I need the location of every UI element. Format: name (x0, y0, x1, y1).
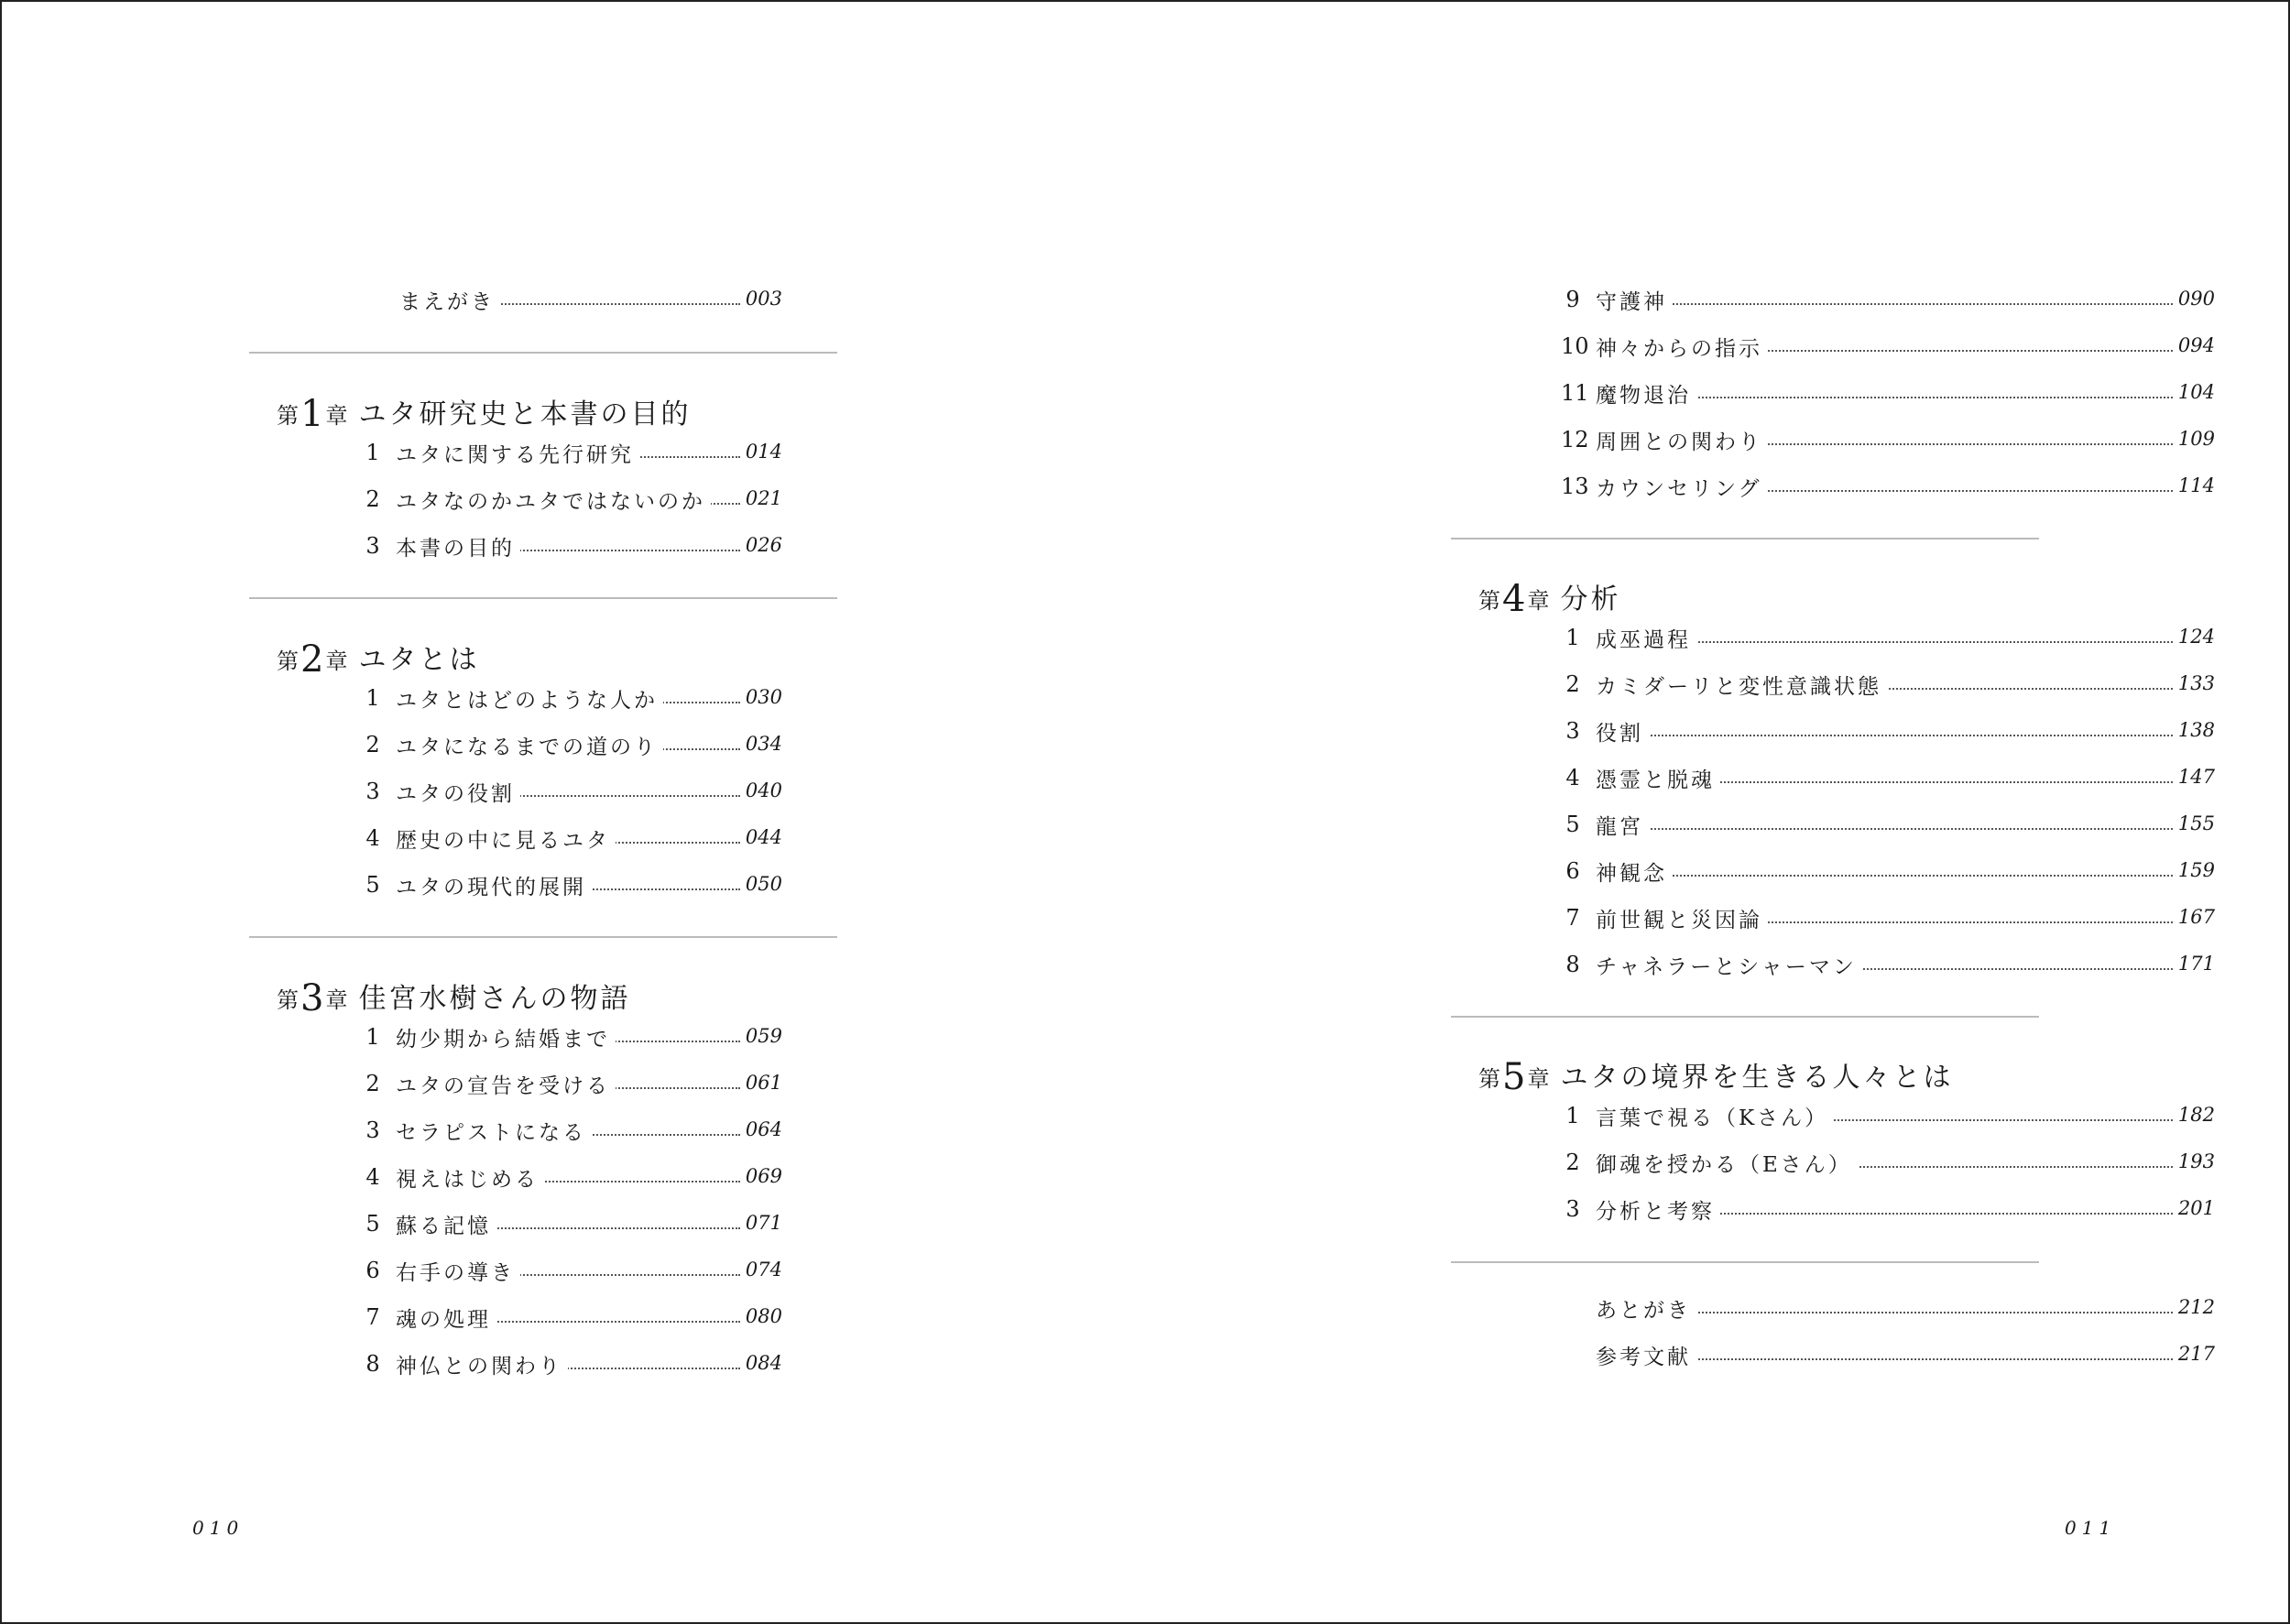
toc-row[interactable] (1561, 375, 2215, 421)
toc-row[interactable] (399, 281, 782, 328)
chapter-title: 佳宮水樹さんの物語 (358, 983, 631, 1015)
toc-label: 歴史の中に見るユタ (396, 823, 616, 854)
chapter-number: 4 (1502, 578, 1526, 620)
toc-label: カミダーリと変性意識状態 (1596, 670, 1887, 700)
divider (1451, 1016, 2039, 1018)
toc-label: ユタになるまでの道のり (396, 730, 663, 760)
chapter-4-heading[interactable] (1478, 575, 1621, 620)
toc-label: ユタとはどのような人か (396, 683, 663, 714)
toc-row[interactable] (1561, 1097, 2215, 1144)
divider (249, 597, 837, 599)
chapter-suffix: 章 (1527, 588, 1550, 614)
section-number: 2 (365, 1071, 380, 1096)
section-number: 11 (1561, 380, 1589, 406)
toc-row[interactable] (1561, 281, 2215, 328)
toc-row[interactable] (1561, 853, 2215, 899)
page-number: 104 (2175, 381, 2215, 403)
toc-label: まえがき (399, 285, 500, 315)
toc-label: ユタなのかユタではないのか (396, 485, 711, 515)
chapter-suffix: 章 (1527, 1066, 1550, 1092)
page-number: 090 (2175, 288, 2215, 310)
toc-label: 憑霊と脱魂 (1596, 763, 1720, 793)
page-number: 114 (2175, 474, 2215, 496)
chapter-3-heading[interactable] (277, 975, 630, 1017)
right-page (1145, 0, 2290, 1624)
divider (1451, 1261, 2039, 1263)
page-number: 212 (2175, 1296, 2215, 1318)
page-number: 069 (742, 1165, 782, 1187)
toc-label: ユタに関する先行研究 (396, 438, 639, 468)
toc-label: 神仏との関わり (396, 1349, 568, 1379)
chapter-number: 1 (300, 393, 324, 435)
section-number: 10 (1561, 333, 1589, 359)
toc-label: 本書の目的 (396, 531, 520, 561)
toc-row[interactable] (361, 481, 782, 528)
chapter-1-heading[interactable] (277, 390, 692, 435)
divider (1451, 538, 2039, 540)
section-number: 2 (1565, 1150, 1580, 1175)
toc-label: 視えはじめる (396, 1162, 544, 1193)
chapter-suffix: 章 (325, 403, 348, 429)
section-number: 5 (365, 1211, 380, 1237)
page-number: 217 (2175, 1343, 2215, 1365)
section-number: 8 (1565, 952, 1580, 977)
page-number: 050 (742, 873, 782, 895)
page-number: 159 (2175, 859, 2215, 881)
page-number: 094 (2175, 334, 2215, 356)
page-number: 155 (2175, 812, 2215, 834)
page-number: 171 (2175, 953, 2215, 975)
section-number: 6 (1565, 858, 1580, 884)
chapter-title: 分析 (1560, 583, 1621, 616)
section-number: 3 (365, 1117, 380, 1143)
toc-label: 前世観と災因論 (1596, 903, 1768, 933)
chapter-title: ユタの境界を生きる人々とは (1560, 1062, 1954, 1094)
toc-row[interactable] (361, 1205, 782, 1252)
toc-label: 分析と考察 (1596, 1194, 1720, 1225)
leader-dots (1596, 875, 2173, 877)
section-number: 4 (1565, 765, 1580, 790)
toc-row[interactable] (1561, 619, 2215, 666)
toc-row[interactable] (1561, 1191, 2215, 1237)
toc-row[interactable] (1561, 759, 2215, 806)
section-number: 4 (365, 1164, 380, 1190)
toc-row[interactable] (361, 680, 782, 726)
toc-label: 幼少期から結婚まで (396, 1022, 616, 1052)
toc-label: セラピストになる (396, 1116, 592, 1146)
toc-label: 魂の処理 (396, 1302, 496, 1333)
toc-row[interactable] (1561, 468, 2215, 515)
toc-label: あとがき (1596, 1293, 1696, 1324)
page-number: 071 (742, 1212, 782, 1234)
section-number: 3 (1565, 1196, 1580, 1222)
page-number: 133 (2175, 672, 2215, 694)
section-number: 5 (1565, 812, 1580, 837)
section-number: 1 (365, 440, 380, 465)
backmatter (1596, 1290, 2215, 1383)
toc-label: ユタの宣告を受ける (396, 1069, 616, 1099)
page-number: 201 (2175, 1197, 2215, 1219)
toc-row[interactable] (1561, 713, 2215, 759)
page-number: 074 (742, 1259, 782, 1281)
toc-label: ユタの役割 (396, 777, 520, 807)
toc-row[interactable] (1561, 328, 2215, 375)
chapter-2-sections (361, 680, 782, 913)
toc-label: カウンセリング (1596, 472, 1768, 502)
page-number: 124 (2175, 626, 2215, 648)
section-number: 13 (1561, 474, 1589, 499)
chapter-prefix: 第 (277, 987, 299, 1013)
section-number: 7 (365, 1304, 380, 1330)
leader-dots (1596, 303, 2173, 305)
toc-label: ユタの現代的展開 (396, 870, 592, 900)
toc-label: 成巫過程 (1596, 623, 1696, 653)
page-number: 044 (742, 826, 782, 848)
section-number: 8 (365, 1351, 380, 1377)
chapter-suffix: 章 (325, 987, 348, 1013)
page-number: 080 (742, 1305, 782, 1327)
page-number: 084 (742, 1352, 782, 1374)
toc-row[interactable] (361, 726, 782, 773)
toc-row[interactable] (1561, 806, 2215, 853)
section-number: 1 (365, 1024, 380, 1050)
chapter-title: ユタとは (358, 644, 480, 676)
chapter-5-heading[interactable] (1478, 1053, 1954, 1098)
section-number: 1 (365, 685, 380, 711)
page-number: 182 (2175, 1104, 2215, 1126)
chapter-prefix: 第 (277, 403, 299, 429)
section-number: 1 (1565, 1103, 1580, 1128)
toc-row[interactable] (1561, 946, 2215, 993)
page-number: 193 (2175, 1150, 2215, 1172)
page-number: 003 (742, 288, 782, 310)
section-number: 3 (1565, 718, 1580, 744)
toc-row[interactable] (361, 1159, 782, 1205)
section-number: 5 (365, 872, 380, 898)
toc-label: 周囲との関わり (1596, 425, 1768, 455)
section-number: 9 (1565, 287, 1580, 312)
page-number: 167 (2175, 906, 2215, 928)
toc-label: 神観念 (1596, 856, 1673, 887)
page-number: 064 (742, 1118, 782, 1140)
page-number: 061 (742, 1072, 782, 1094)
chapter-5-sections (1561, 1097, 2215, 1237)
page-number: 147 (2175, 766, 2215, 788)
toc-row[interactable] (1561, 421, 2215, 468)
toc-row[interactable] (361, 1065, 782, 1112)
toc-row[interactable] (1561, 1144, 2215, 1191)
toc-label: 神々からの指示 (1596, 332, 1768, 362)
section-number: 4 (365, 825, 380, 851)
section-number: 2 (1565, 671, 1580, 697)
toc-label: 役割 (1596, 716, 1649, 747)
divider (249, 936, 837, 938)
toc-label: 魔物退治 (1596, 378, 1696, 409)
toc-row[interactable] (1596, 1290, 2215, 1336)
page-number: 030 (742, 686, 782, 708)
chapter-1-sections (361, 434, 782, 574)
section-number: 2 (365, 486, 380, 512)
toc-row[interactable] (361, 773, 782, 820)
chapter-title: ユタ研究史と本書の目的 (358, 398, 692, 431)
section-number: 6 (365, 1258, 380, 1283)
toc-row[interactable] (361, 1346, 782, 1392)
chapter-3-sections (361, 1019, 782, 1392)
chapter-number: 3 (300, 977, 324, 1019)
toc-label: 参考文献 (1596, 1340, 1696, 1370)
page-number: 021 (742, 487, 782, 509)
chapter-3-continued (1561, 281, 2215, 515)
chapter-4-sections (1561, 619, 2215, 993)
page-number: 026 (742, 534, 782, 556)
section-number: 3 (365, 533, 380, 559)
leader-dots (1596, 828, 2173, 830)
toc-row[interactable] (361, 1252, 782, 1299)
chapter-prefix: 第 (277, 649, 299, 674)
section-number: 12 (1561, 427, 1589, 452)
toc-row[interactable] (1561, 666, 2215, 713)
divider (249, 352, 837, 354)
toc-row[interactable] (361, 434, 782, 481)
chapter-prefix: 第 (1478, 588, 1500, 614)
page-number: 138 (2175, 719, 2215, 741)
leader-dots (1596, 735, 2173, 736)
toc-label: 言葉で視る（Kさん） (1596, 1101, 1834, 1131)
toc-row[interactable] (361, 1112, 782, 1159)
section-number: 2 (365, 732, 380, 758)
toc-row[interactable] (1561, 899, 2215, 946)
chapter-prefix: 第 (1478, 1066, 1500, 1092)
chapter-2-heading[interactable] (277, 636, 480, 681)
toc-label: 龍宮 (1596, 810, 1649, 840)
page-number: 059 (742, 1025, 782, 1047)
page-number: 034 (742, 733, 782, 755)
section-number: 1 (1565, 625, 1580, 650)
chapter-number: 5 (1502, 1056, 1526, 1098)
toc-row[interactable] (361, 528, 782, 574)
page-number: 109 (2175, 428, 2215, 450)
toc-label: 御魂を授かる（Eさん） (1596, 1148, 1858, 1178)
page-number: 040 (742, 779, 782, 801)
toc-row[interactable] (1596, 1336, 2215, 1383)
toc-label: 右手の導き (396, 1256, 520, 1286)
toc-entry-maegaki[interactable] (399, 281, 782, 328)
section-number: 3 (365, 779, 380, 804)
folio-right: 011 (2065, 1517, 2117, 1539)
toc-label: 守護神 (1596, 285, 1673, 315)
toc-row[interactable] (361, 1019, 782, 1065)
toc-row[interactable] (361, 866, 782, 913)
chapter-suffix: 章 (325, 649, 348, 674)
toc-label: チャネラーとシャーマン (1596, 950, 1862, 980)
toc-row[interactable] (361, 1299, 782, 1346)
chapter-number: 2 (300, 638, 324, 681)
folio-left: 010 (192, 1517, 245, 1539)
toc-row[interactable] (361, 820, 782, 866)
toc-label: 蘇る記憶 (396, 1209, 496, 1239)
page-number: 014 (742, 441, 782, 463)
section-number: 7 (1565, 905, 1580, 931)
